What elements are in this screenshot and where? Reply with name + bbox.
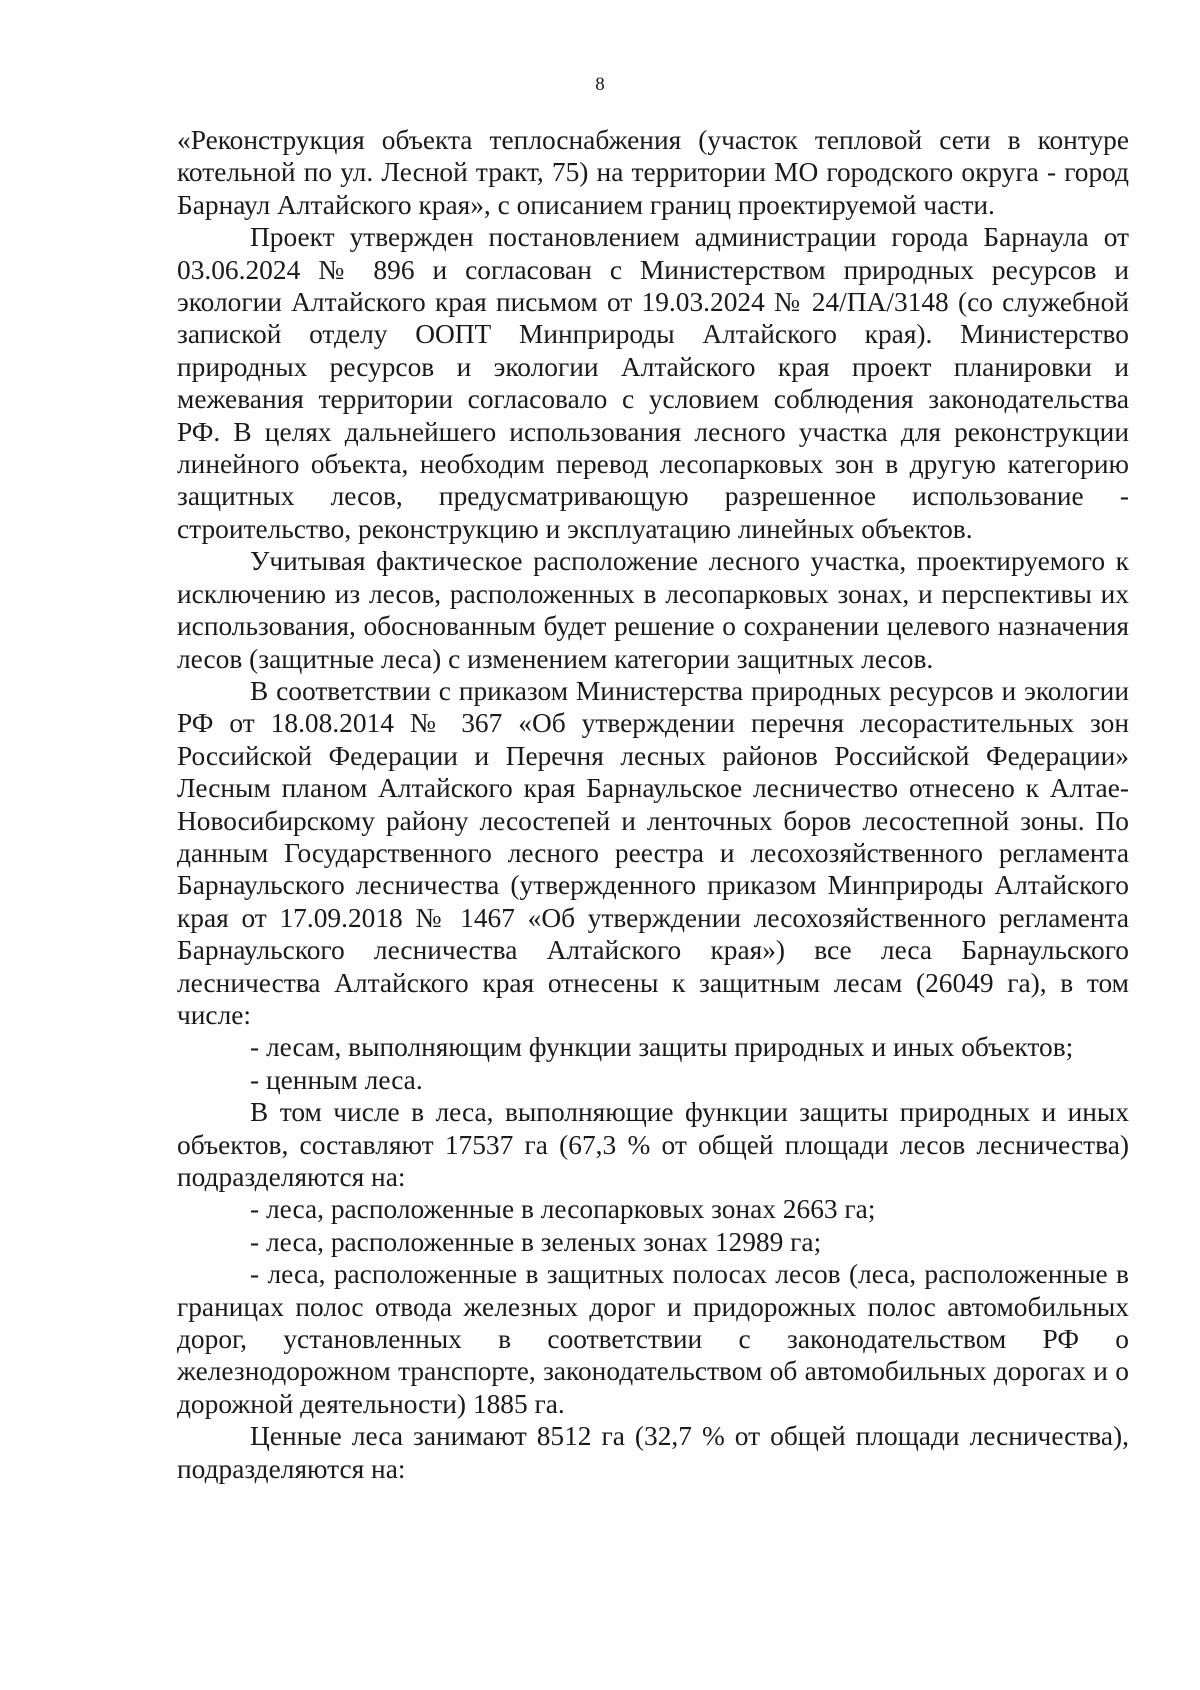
document-body bbox=[177, 124, 1129, 1485]
list-item-green-zones: - леса, расположенные в зеленых зонах 12989 га; bbox=[250, 1226, 822, 1257]
paragraph-project-approval: Проект утвержден постановлением администрации города Барнаула от 03.06.2024 № 896 и согласован с Министерством природных ресурсов и экологии Алтайского края письмом от 19.03.2024 № 24/ПА/3148 (со служебной запиской отделу ООПТ Минприроды Алтайского края). Министерство природных ресурсов и экологии Алтайского края проект планировки и межевания территории согласовало с условием соблюдения законодательства РФ. В целях дальнейшего использования лесного участка для реконструкции линейного объекта, необходим перевод лесопарковых зон в другую категорию защитных лесов, предусматривающую разрешенное использование - строительство, реконструкцию и эксплуатацию линейных объектов. bbox=[177, 222, 1129, 544]
paragraph-ministry-order: В соответствии с приказом Министерства природных ресурсов и экологии РФ от 18.08.2014 № 367 «Об утверждении перечня лесорастительных зон Российской Федерации и Перечня лесных районов Российской Федерации» Лесным планом Алтайского края Барнаульское лесничество отнесено к Алтае-Новосибирскому району лесостепей и ленточных боров лесостепной зоны. По данным Государственного лесного реестра и лесохозяйственного регламента Барнаульского лесничества (утвержденного приказом Минприроды Алтайского края от 17.09.2018 № 1467 «Об утверждении лесохозяйственного регламента Барнаульского лесничества Алтайского края») все леса Барнаульского лесничества Алтайского края отнесены к защитным лесам (26049 га), в том числе: bbox=[177, 675, 1129, 1030]
list-item-forest-park-zones: - леса, расположенные в лесопарковых зонах 2663 га; bbox=[250, 1194, 876, 1225]
list-item-protective-strips: - леса, расположенные в защитных полосах лесов (леса, расположенные в границах полос отвода железных дорог и придорожных полос автомобильных дорог, установленных в соответствии с законодательством РФ о железнодорожном транспорте, законодательством об автомобильных дорогах и о дорожной деятельности) 1885 га. bbox=[177, 1259, 1129, 1419]
paragraph-forest-plot-decision: Учитывая фактическое расположение лесного участка, проектируемого к исключению из лесов, расположенных в лесопарковых зонах, и перспективы их использования, обоснованным будет решение о сохранении целевого назначения лесов (защитные леса) с изменением категории защитных лесов. bbox=[177, 546, 1129, 674]
paragraph-project-title-continuation: «Реконструкция объекта теплоснабжения (участок тепловой сети в контуре котельной по ул. Лесной тракт, 75) на территории МО городского округа - город Барнаул Алтайского края», с описанием границ проектируемой части. bbox=[177, 125, 1129, 220]
list-item-protective-function-forests: - лесам, выполняющим функции защиты природных и иных объектов; bbox=[250, 1032, 1074, 1063]
paragraph-valuable-forests-area: Ценные леса занимают 8512 га (32,7 % от общей площади лесничества), подразделяются на: bbox=[177, 1421, 1129, 1484]
list-item-valuable-forests: - ценным леса. bbox=[250, 1064, 423, 1095]
page-number: 8 bbox=[595, 74, 605, 95]
paragraph-protective-forests-area: В том числе в леса, выполняющие функции защиты природных и иных объектов, составляют 17537 га (67,3 % от общей площади лесов лесничества) подразделяются на: bbox=[177, 1097, 1129, 1192]
